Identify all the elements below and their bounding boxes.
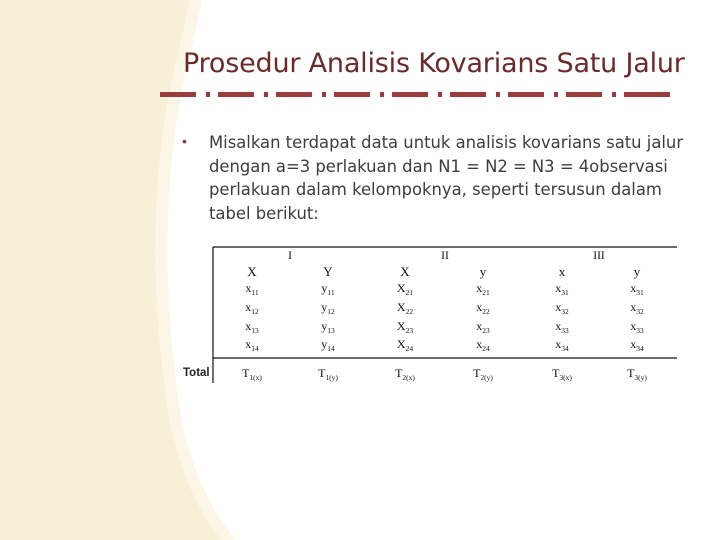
total-cell: $T_{1(y)}$ (318, 366, 338, 382)
total-label: Total (183, 367, 210, 379)
bullet-line: Misalkan terdapat data untuk analisis kovarians satu jalur (209, 133, 684, 152)
total-cell: $T_{2(y)}$ (473, 366, 493, 382)
bullet-marker: • (182, 133, 187, 149)
table-cell: $x_{12}$ (245, 300, 259, 316)
table-cell: $x_{32}$ (555, 300, 569, 316)
table-cell: $y_{14}$ (321, 337, 335, 353)
column-header: X (400, 264, 410, 279)
bullet-line: dengan a=3 perlakuan dan N1 = N2 = N3 = 4observasi (209, 156, 668, 176)
table-cell: $x_{21}$ (476, 281, 490, 297)
table-cell: $x_{32}$ (630, 300, 644, 316)
bullet-line: perlakuan dalam kelompoknya, seperti tersusun dalam (209, 180, 662, 199)
slide-title: Prosedur Analisis Kovarians Satu Jalur (183, 48, 685, 79)
group-header: II (441, 250, 449, 262)
total-cell: $T_{1(x)}$ (242, 366, 262, 382)
table-cell: $x_{31}$ (630, 281, 644, 297)
table-cell: $x_{24}$ (476, 337, 490, 353)
table-cell: $x_{34}$ (630, 337, 644, 353)
column-header: X (247, 264, 257, 279)
total-cell: $T_{2(x)}$ (395, 366, 415, 382)
table-cell: $x_{14}$ (245, 337, 259, 353)
table-cell: $X_{21}$ (396, 281, 414, 297)
group-header: I (288, 250, 292, 262)
group-header: III (593, 250, 605, 262)
table-cell: $X_{24}$ (396, 337, 414, 353)
table-cell: $x_{22}$ (476, 300, 490, 316)
table-cell: $x_{31}$ (555, 281, 569, 297)
table-cell: $x_{11}$ (245, 281, 259, 297)
table-cell: $x_{33}$ (630, 319, 644, 335)
column-header: y (633, 264, 641, 279)
table-cell: $X_{23}$ (396, 319, 414, 335)
table-cell: $y_{12}$ (321, 300, 335, 316)
column-header: x (558, 264, 566, 279)
table-cell: $x_{33}$ (555, 319, 569, 335)
table-cell: $x_{34}$ (555, 337, 569, 353)
table-cell: $x_{23}$ (476, 319, 490, 335)
total-cell: $T_{3(y)}$ (627, 366, 647, 382)
column-header: y (479, 264, 487, 279)
table-cell: $X_{22}$ (396, 300, 414, 316)
table-cell: $y_{11}$ (321, 281, 335, 297)
table-cell: $x_{13}$ (245, 319, 259, 335)
bullet-line: tabel berikut: (209, 203, 319, 223)
column-header: Y (323, 264, 333, 279)
total-cell: $T_{3(x)}$ (552, 366, 572, 382)
table-cell: $y_{13}$ (321, 319, 335, 335)
